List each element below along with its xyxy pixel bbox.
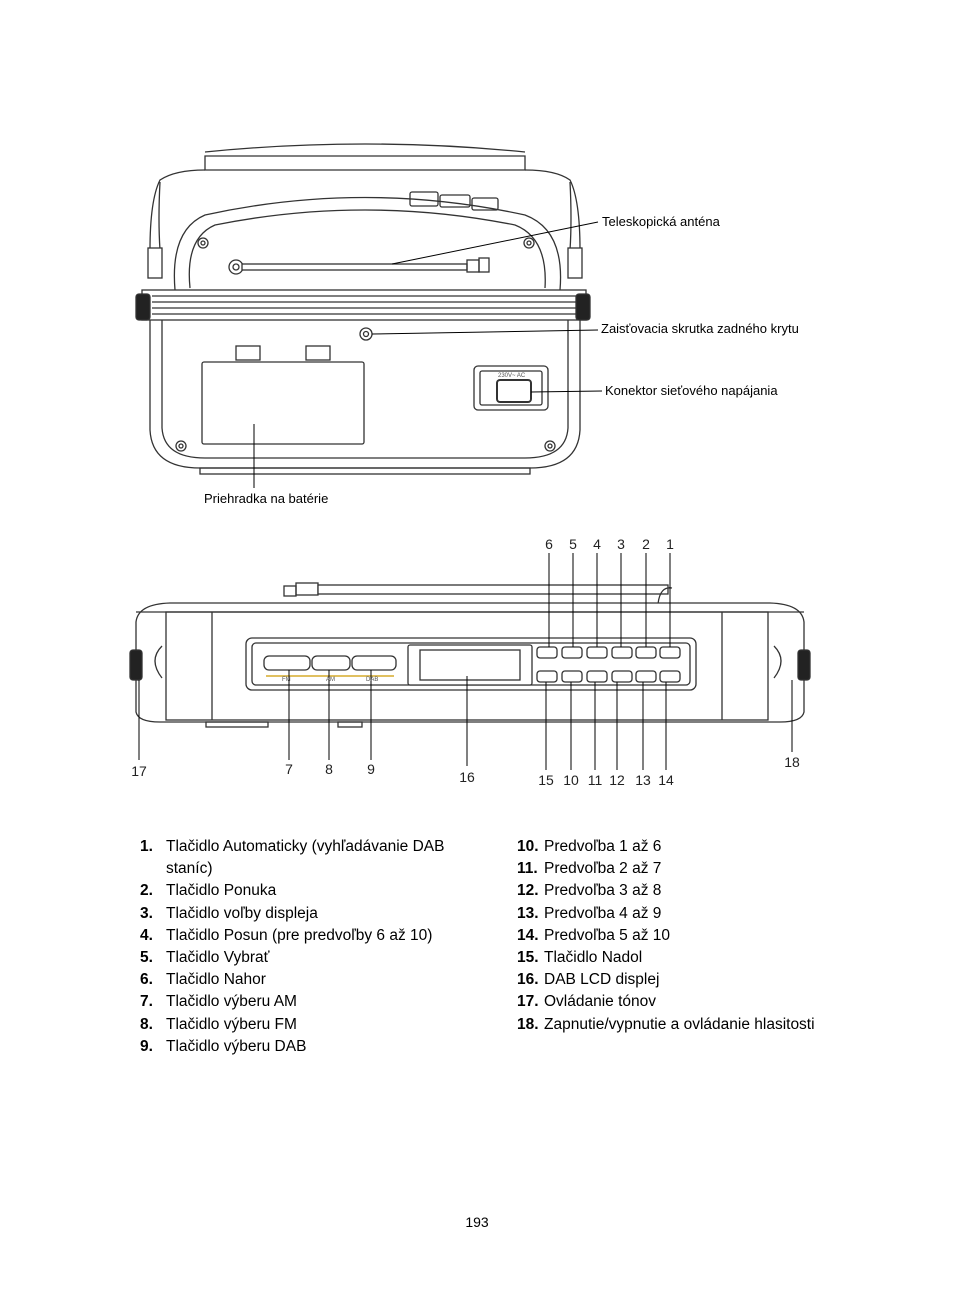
legend-num: 12. bbox=[517, 882, 539, 900]
callout-num-4: 4 bbox=[593, 536, 601, 552]
callout-num-1: 1 bbox=[666, 536, 674, 552]
legend-num: 17. bbox=[517, 993, 539, 1011]
callout-num-12: 12 bbox=[609, 772, 625, 788]
band-label-am: AM bbox=[326, 677, 335, 683]
legend-item bbox=[517, 991, 847, 1013]
legend-num: 2. bbox=[140, 882, 153, 900]
callout-num-18: 18 bbox=[784, 754, 800, 770]
legend-item bbox=[517, 903, 847, 925]
legend-text: Predvoľba 4 až 9 bbox=[544, 904, 662, 922]
legend-text: Ovládanie tónov bbox=[544, 993, 657, 1011]
legend-item bbox=[517, 836, 847, 858]
callout-num-15: 15 bbox=[538, 772, 554, 788]
legend-text: Predvoľba 2 až 7 bbox=[544, 860, 662, 878]
label-power-connector: Konektor sieťového napájania bbox=[605, 383, 778, 398]
callout-num-16: 16 bbox=[459, 769, 475, 785]
callout-num-11: 11 bbox=[587, 772, 603, 788]
legend-num: 6. bbox=[140, 971, 153, 989]
page-number: 193 bbox=[465, 1214, 489, 1230]
label-antenna: Teleskopická anténa bbox=[602, 214, 720, 229]
legend-num: 8. bbox=[140, 1015, 153, 1033]
legend-text: Tlačidlo výberu DAB bbox=[166, 1037, 307, 1055]
legend-item bbox=[140, 925, 480, 947]
legend-text: Tlačidlo Automaticky (vyhľadávanie DAB staníc) bbox=[166, 838, 445, 878]
legend-text: Predvoľba 5 až 10 bbox=[544, 926, 671, 944]
legend-text: Zapnutie/vypnutie a ovládanie hlasitosti bbox=[544, 1015, 815, 1033]
callout-num-14: 14 bbox=[658, 772, 674, 788]
legend-text: Tlačidlo výberu FM bbox=[166, 1015, 297, 1033]
legend-item bbox=[140, 969, 480, 991]
legend-item bbox=[517, 1014, 847, 1036]
legend-num: 5. bbox=[140, 949, 153, 967]
legend-num: 11. bbox=[517, 860, 538, 878]
band-label-fm: FM bbox=[282, 677, 291, 683]
legend-item bbox=[140, 947, 480, 969]
legend-item bbox=[517, 947, 847, 969]
callout-num-5: 5 bbox=[569, 536, 577, 552]
legend-num: 13. bbox=[517, 904, 539, 922]
legend-text: DAB LCD displej bbox=[544, 971, 660, 989]
legend-num: 4. bbox=[140, 926, 153, 944]
legend-item bbox=[140, 880, 480, 902]
legend-text: Tlačidlo Nahor bbox=[166, 971, 266, 989]
callout-num-17: 17 bbox=[131, 763, 147, 779]
legend-num: 1. bbox=[140, 838, 153, 855]
legend-item bbox=[140, 903, 480, 925]
legend-num: 15. bbox=[517, 949, 539, 967]
legend-item bbox=[517, 969, 847, 991]
legend-text: Tlačidlo Vybrať bbox=[166, 949, 270, 967]
legend-num: 16. bbox=[517, 971, 539, 989]
legend-text: Predvoľba 3 až 8 bbox=[544, 882, 662, 900]
label-screw: Zaisťovacia skrutka zadného krytu bbox=[601, 321, 799, 336]
callout-num-3: 3 bbox=[617, 536, 625, 552]
legend-num: 9. bbox=[140, 1037, 153, 1055]
legend-num: 18. bbox=[517, 1015, 539, 1033]
label-battery: Priehradka na batérie bbox=[204, 491, 329, 506]
socket-marking: 230V~ AC bbox=[498, 373, 526, 379]
legend-item bbox=[517, 925, 847, 947]
callout-num-8: 8 bbox=[325, 761, 333, 777]
legend-num: 7. bbox=[140, 993, 153, 1011]
legend-item bbox=[517, 858, 847, 880]
legend-num: 14. bbox=[517, 926, 539, 944]
callout-num-6: 6 bbox=[545, 536, 553, 552]
legend-text: Tlačidlo Ponuka bbox=[166, 882, 277, 900]
radio-front-view bbox=[130, 583, 810, 727]
legend-num: 3. bbox=[140, 904, 153, 922]
legend-item bbox=[140, 991, 480, 1013]
radio-back-view bbox=[136, 144, 590, 474]
callout-num-2: 2 bbox=[642, 536, 650, 552]
legend-text: Tlačidlo Nadol bbox=[544, 949, 643, 967]
legend-item bbox=[140, 836, 480, 880]
legend-item bbox=[517, 880, 847, 902]
legend-item bbox=[140, 1036, 480, 1058]
band-label-dab: DAB bbox=[366, 677, 379, 683]
legend-text: Tlačidlo voľby displeja bbox=[166, 904, 318, 922]
legend-text: Tlačidlo výberu AM bbox=[166, 993, 297, 1011]
callout-num-7: 7 bbox=[285, 761, 293, 777]
callout-num-9: 9 bbox=[367, 761, 375, 777]
callout-num-13: 13 bbox=[635, 772, 651, 788]
legend-left bbox=[140, 836, 480, 1058]
legend-right bbox=[517, 836, 847, 1036]
legend-item bbox=[140, 1014, 480, 1036]
legend-text: Tlačidlo Posun (pre predvoľby 6 až 10) bbox=[166, 926, 433, 944]
legend-num: 10. bbox=[517, 838, 539, 855]
legend-text: Predvoľba 1 až 6 bbox=[544, 838, 662, 855]
callout-num-10: 10 bbox=[563, 772, 579, 788]
